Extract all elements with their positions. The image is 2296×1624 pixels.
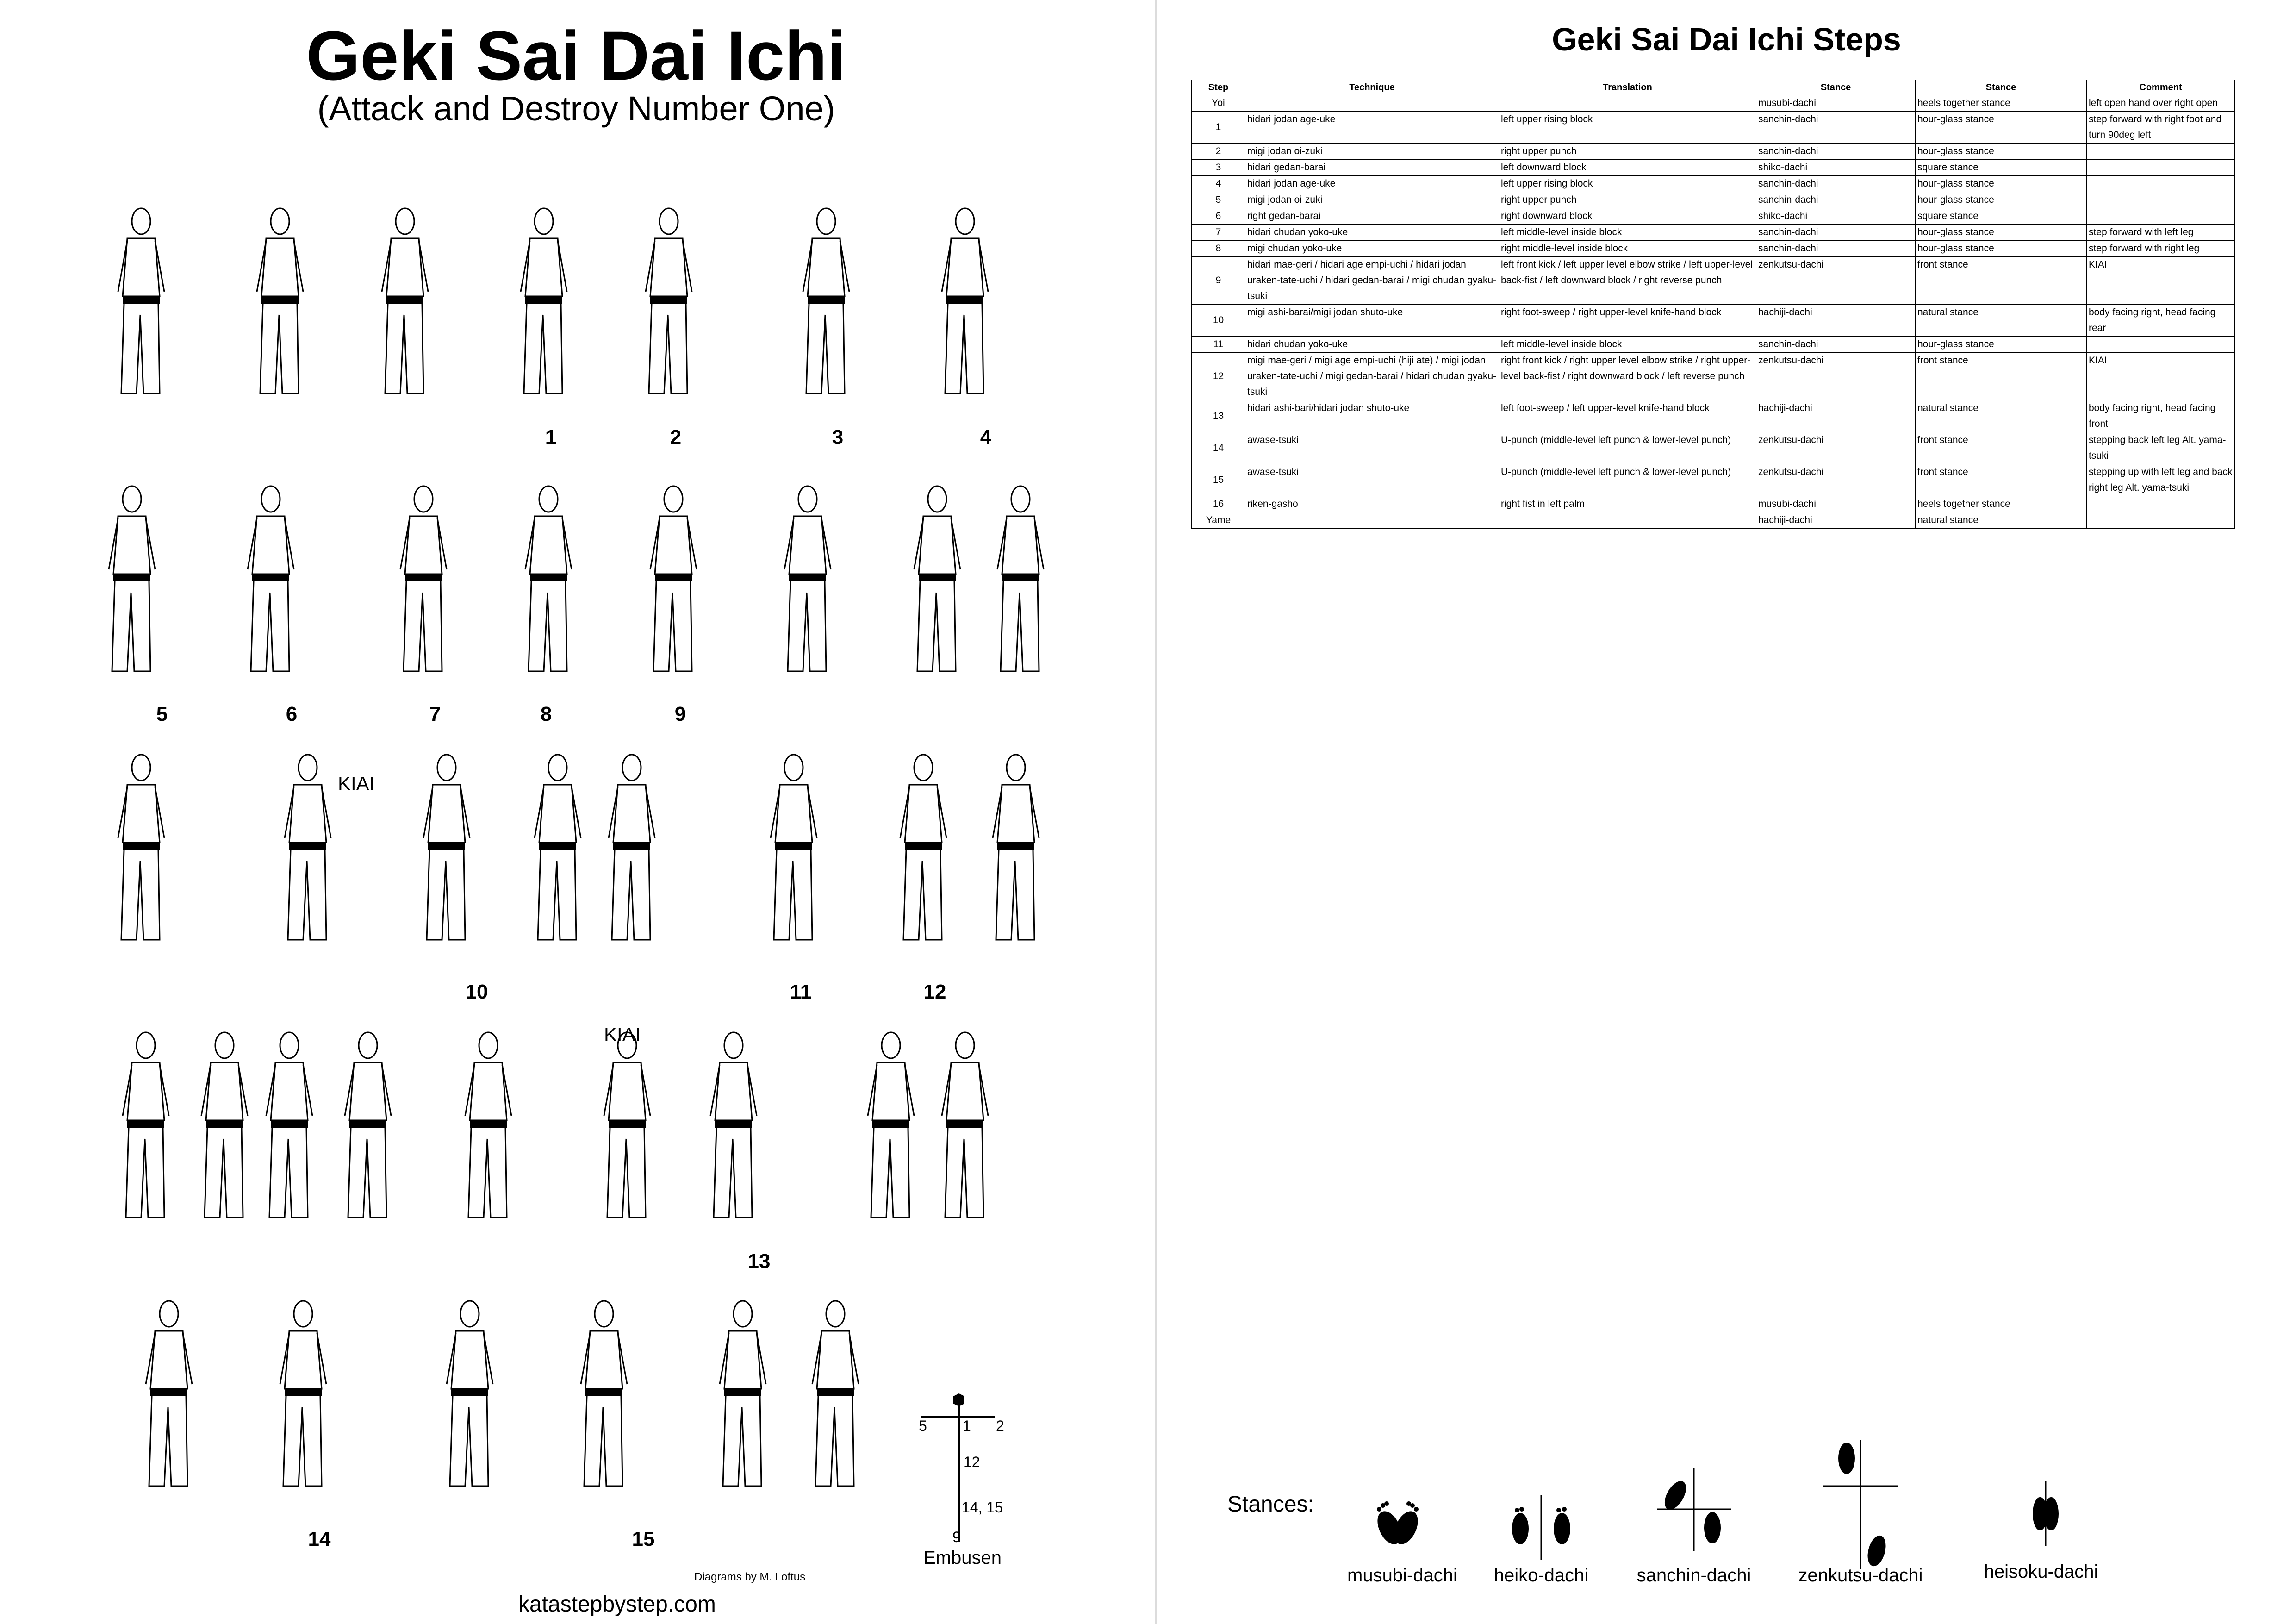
karateka-figure — [393, 481, 454, 685]
karateka-figure — [805, 1296, 865, 1500]
step-label: 8 — [540, 703, 552, 725]
table-row — [1192, 144, 2235, 160]
karateka-figure — [703, 1028, 764, 1231]
page-divider — [1155, 0, 1157, 1624]
comment-cell: stepping back left leg Alt. yama-tsuki — [2087, 432, 2235, 464]
embusen-number: 14, 15 — [962, 1499, 1003, 1516]
comment-cell — [2087, 337, 2235, 353]
table-row — [1192, 160, 2235, 176]
column-header: Stance — [1756, 80, 1916, 95]
column-header: Translation — [1499, 80, 1756, 95]
karateka-figure — [643, 481, 703, 685]
karateka-figure — [241, 481, 301, 685]
karateka-figure — [375, 204, 435, 407]
comment-cell: step forward with right foot and turn 90deg left — [2087, 112, 2235, 144]
step-label: 11 — [790, 981, 812, 1003]
page-subtitle: (Attack and Destroy Number One) — [317, 89, 835, 128]
translation-cell — [1499, 512, 1756, 529]
technique-cell: right gedan-barai — [1245, 208, 1499, 225]
website-link[interactable]: katastepbystep.com — [518, 1592, 716, 1617]
comment-cell: stepping up with left leg and back right leg Alt. yama-tsuki — [2087, 464, 2235, 496]
translation-cell: right foot-sweep / right upper-level knife-hand block — [1499, 305, 1756, 337]
table-row — [1192, 257, 2235, 305]
comment-cell: KIAI — [2087, 257, 2235, 305]
stance-description-cell: front stance — [1916, 257, 2087, 305]
stance-description-cell: hour-glass stance — [1916, 241, 2087, 257]
technique-cell: hidari jodan age-uke — [1245, 112, 1499, 144]
step-cell: 8 — [1192, 241, 1245, 257]
karateka-figure — [602, 750, 662, 954]
translation-cell: left middle-level inside block — [1499, 337, 1756, 353]
table-header-row — [1192, 80, 2235, 95]
feet-icon — [1495, 1477, 1587, 1569]
comment-cell — [2087, 160, 2235, 176]
karateka-figure — [139, 1296, 199, 1500]
karateka-figure — [574, 1296, 634, 1500]
stance-description-cell: heels together stance — [1916, 496, 2087, 512]
technique-cell — [1245, 512, 1499, 529]
step-cell: 9 — [1192, 257, 1245, 305]
translation-cell: right upper punch — [1499, 192, 1756, 208]
stance-description-cell: square stance — [1916, 208, 2087, 225]
technique-cell: hidari mae-geri / hidari age empi-uchi / hidari jodan uraken-tate-uchi / hidari gedan-barai / migi chudan gyaku-tsuki — [1245, 257, 1499, 305]
comment-cell — [2087, 512, 2235, 529]
stance-description-cell: hour-glass stance — [1916, 337, 2087, 353]
stance-cell: sanchin-dachi — [1756, 192, 1916, 208]
stance-cell: sanchin-dachi — [1756, 144, 1916, 160]
steps-title: Geki Sai Dai Ichi Steps — [1552, 21, 1901, 57]
stance-name: sanchin-dachi — [1636, 1565, 1751, 1586]
table-row — [1192, 112, 2235, 144]
embusen-number: 5 — [919, 1418, 927, 1434]
stance-cell: zenkutsu-dachi — [1756, 353, 1916, 400]
embusen-number: 1 — [963, 1418, 971, 1434]
stance-description-cell: hour-glass stance — [1916, 176, 2087, 192]
technique-cell: awase-tsuki — [1245, 464, 1499, 496]
translation-cell: left middle-level inside block — [1499, 225, 1756, 241]
stance-cell: sanchin-dachi — [1756, 337, 1916, 353]
table-row — [1192, 95, 2235, 112]
translation-cell: left downward block — [1499, 160, 1756, 176]
technique-cell: hidari ashi-bari/hidari jodan shuto-uke — [1245, 400, 1499, 432]
karateka-figure — [639, 204, 699, 407]
stance-description-cell: natural stance — [1916, 512, 2087, 529]
karateka-figure — [194, 1028, 255, 1231]
karateka-figure — [893, 750, 953, 954]
stance-description-cell: square stance — [1916, 160, 2087, 176]
stance-cell: musubi-dachi — [1756, 496, 1916, 512]
karateka-figure — [907, 481, 967, 685]
step-cell: Yoi — [1192, 95, 1245, 112]
stance-description-cell: front stance — [1916, 464, 2087, 496]
table-row — [1192, 241, 2235, 257]
table-row — [1192, 176, 2235, 192]
karateka-figure — [514, 204, 574, 407]
karateka-figure — [861, 1028, 921, 1231]
kiai-label: KIAI — [604, 1024, 641, 1045]
karateka-figure — [111, 204, 171, 407]
table-row — [1192, 353, 2235, 400]
column-header: Step — [1192, 80, 1245, 95]
karateka-figure — [935, 204, 995, 407]
translation-cell: right upper punch — [1499, 144, 1756, 160]
stance-name: zenkutsu-dachi — [1798, 1565, 1923, 1586]
translation-cell: right middle-level inside block — [1499, 241, 1756, 257]
karateka-figure — [990, 481, 1051, 685]
step-label: 4 — [980, 426, 992, 449]
step-label: 14 — [308, 1528, 331, 1550]
embusen-number: 2 — [996, 1418, 1004, 1434]
diagram-credit: Diagrams by M. Loftus — [694, 1571, 806, 1583]
table-row — [1192, 496, 2235, 512]
stance-cell: hachiji-dachi — [1756, 400, 1916, 432]
stance-description-cell: natural stance — [1916, 305, 2087, 337]
translation-cell: U-punch (middle-level left punch & lower-level punch) — [1499, 464, 1756, 496]
stance-description-cell: front stance — [1916, 353, 2087, 400]
embusen-label: Embusen — [923, 1548, 1002, 1568]
step-label: 13 — [747, 1250, 771, 1273]
table-row — [1192, 400, 2235, 432]
karateka-figure — [764, 750, 824, 954]
table-row — [1192, 432, 2235, 464]
step-cell: 10 — [1192, 305, 1245, 337]
feet-icon — [1814, 1435, 1907, 1574]
stance-name: musubi-dachi — [1347, 1565, 1457, 1586]
karateka-figure — [458, 1028, 518, 1231]
karateka-figure — [259, 1028, 319, 1231]
stance-description-cell: hour-glass stance — [1916, 144, 2087, 160]
comment-cell — [2087, 496, 2235, 512]
stance-cell: sanchin-dachi — [1756, 112, 1916, 144]
step-label: 12 — [923, 981, 946, 1003]
karateka-figure — [528, 750, 588, 954]
step-label: 1 — [545, 426, 557, 449]
technique-cell: hidari chudan yoko-uke — [1245, 225, 1499, 241]
table-row — [1192, 512, 2235, 529]
table-body — [1192, 95, 2235, 529]
column-header: Stance — [1916, 80, 2087, 95]
stance-cell: zenkutsu-dachi — [1756, 464, 1916, 496]
translation-cell — [1499, 95, 1756, 112]
step-cell: 14 — [1192, 432, 1245, 464]
karateka-figure — [935, 1028, 995, 1231]
technique-cell: awase-tsuki — [1245, 432, 1499, 464]
technique-cell: migi jodan oi-zuki — [1245, 144, 1499, 160]
step-label: 15 — [632, 1528, 655, 1550]
table-row — [1192, 208, 2235, 225]
stance-cell: sanchin-dachi — [1756, 241, 1916, 257]
translation-cell: right downward block — [1499, 208, 1756, 225]
table-row — [1192, 464, 2235, 496]
karateka-figure — [102, 481, 162, 685]
karateka-figure — [417, 750, 477, 954]
stance-cell: hachiji-dachi — [1756, 512, 1916, 529]
technique-cell: migi ashi-barai/migi jodan shuto-uke — [1245, 305, 1499, 337]
comment-cell — [2087, 176, 2235, 192]
step-cell: 4 — [1192, 176, 1245, 192]
step-label: 10 — [465, 981, 488, 1003]
stance-cell: zenkutsu-dachi — [1756, 257, 1916, 305]
comment-cell — [2087, 208, 2235, 225]
technique-cell — [1245, 95, 1499, 112]
step-cell: 11 — [1192, 337, 1245, 353]
step-cell: 12 — [1192, 353, 1245, 400]
column-header: Technique — [1245, 80, 1499, 95]
translation-cell: left upper rising block — [1499, 112, 1756, 144]
karateka-figure — [597, 1028, 657, 1231]
stance-description-cell: front stance — [1916, 432, 2087, 464]
karateka-figure — [116, 1028, 176, 1231]
technique-cell: hidari gedan-barai — [1245, 160, 1499, 176]
technique-cell: migi mae-geri / migi age empi-uchi (hiji ate) / migi jodan uraken-tate-uchi / migi gedan-barai / hidari chudan gyaku-tsuki — [1245, 353, 1499, 400]
stance-cell: sanchin-dachi — [1756, 225, 1916, 241]
comment-cell: left open hand over right open — [2087, 95, 2235, 112]
feet-icon — [1648, 1463, 1740, 1555]
karateka-figure — [713, 1296, 773, 1500]
stance-cell: shiko-dachi — [1756, 208, 1916, 225]
step-cell: 2 — [1192, 144, 1245, 160]
karateka-figure — [111, 750, 171, 954]
table-row — [1192, 192, 2235, 208]
stance-cell: zenkutsu-dachi — [1756, 432, 1916, 464]
stance-name: heisoku-dachi — [1984, 1562, 2098, 1582]
karateka-figure — [986, 750, 1046, 954]
stances-label: Stances: — [1227, 1492, 1314, 1517]
technique-cell: hidari jodan age-uke — [1245, 176, 1499, 192]
step-cell: 1 — [1192, 112, 1245, 144]
step-cell: 15 — [1192, 464, 1245, 496]
embusen-number: 12 — [964, 1454, 980, 1470]
step-cell: 5 — [1192, 192, 1245, 208]
karateka-figure — [778, 481, 838, 685]
translation-cell: right fist in left palm — [1499, 496, 1756, 512]
step-label: 6 — [286, 703, 298, 725]
comment-cell: KIAI — [2087, 353, 2235, 400]
technique-cell: riken-gasho — [1245, 496, 1499, 512]
stance-cell: musubi-dachi — [1756, 95, 1916, 112]
translation-cell: left upper rising block — [1499, 176, 1756, 192]
karateka-figure — [250, 204, 310, 407]
step-cell: 16 — [1192, 496, 1245, 512]
stance-description-cell: hour-glass stance — [1916, 192, 2087, 208]
stance-description-cell: hour-glass stance — [1916, 112, 2087, 144]
column-header: Comment — [2087, 80, 2235, 95]
embusen-number: 9 — [952, 1529, 961, 1545]
page-title: Geki Sai Dai Ichi — [306, 17, 846, 94]
step-label: 5 — [156, 703, 168, 725]
step-cell: Yame — [1192, 512, 1245, 529]
feet-icon — [1351, 1477, 1444, 1569]
karateka-figure — [278, 750, 338, 954]
translation-cell: left front kick / left upper level elbow strike / left upper-level back-fist / left downward block / right reverse punch — [1499, 257, 1756, 305]
step-label: 2 — [670, 426, 682, 449]
technique-cell: migi jodan oi-zuki — [1245, 192, 1499, 208]
technique-cell: migi chudan yoko-uke — [1245, 241, 1499, 257]
comment-cell — [2087, 144, 2235, 160]
translation-cell: right front kick / right upper level elbow strike / right upper-level back-fist / right downward block / left reverse punch — [1499, 353, 1756, 400]
translation-cell: U-punch (middle-level left punch & lower-level punch) — [1499, 432, 1756, 464]
step-label: 3 — [832, 426, 844, 449]
karateka-figure — [273, 1296, 333, 1500]
stance-cell: shiko-dachi — [1756, 160, 1916, 176]
step-label: 7 — [429, 703, 441, 725]
table-row — [1192, 337, 2235, 353]
table-row — [1192, 225, 2235, 241]
comment-cell: step forward with left leg — [2087, 225, 2235, 241]
kiai-label: KIAI — [338, 773, 375, 794]
translation-cell: left foot-sweep / left upper-level knife-hand block — [1499, 400, 1756, 432]
stance-description-cell: hour-glass stance — [1916, 225, 2087, 241]
technique-cell: hidari chudan yoko-uke — [1245, 337, 1499, 353]
stance-description-cell: natural stance — [1916, 400, 2087, 432]
stance-name: heiko-dachi — [1493, 1565, 1589, 1586]
karateka-figure — [440, 1296, 500, 1500]
karateka-figure — [796, 204, 856, 407]
stance-description-cell: heels together stance — [1916, 95, 2087, 112]
comment-cell: body facing right, head facing front — [2087, 400, 2235, 432]
comment-cell — [2087, 192, 2235, 208]
step-cell: 3 — [1192, 160, 1245, 176]
stance-cell: sanchin-dachi — [1756, 176, 1916, 192]
karateka-figure — [338, 1028, 398, 1231]
comment-cell: body facing right, head facing rear — [2087, 305, 2235, 337]
step-label: 9 — [674, 703, 686, 725]
stance-cell: hachiji-dachi — [1756, 305, 1916, 337]
table-row — [1192, 305, 2235, 337]
feet-icon — [1999, 1463, 2092, 1555]
comment-cell: step forward with right leg — [2087, 241, 2235, 257]
karateka-figure — [518, 481, 579, 685]
step-cell: 13 — [1192, 400, 1245, 432]
step-cell: 6 — [1192, 208, 1245, 225]
step-cell: 7 — [1192, 225, 1245, 241]
steps-table — [1191, 80, 2235, 529]
